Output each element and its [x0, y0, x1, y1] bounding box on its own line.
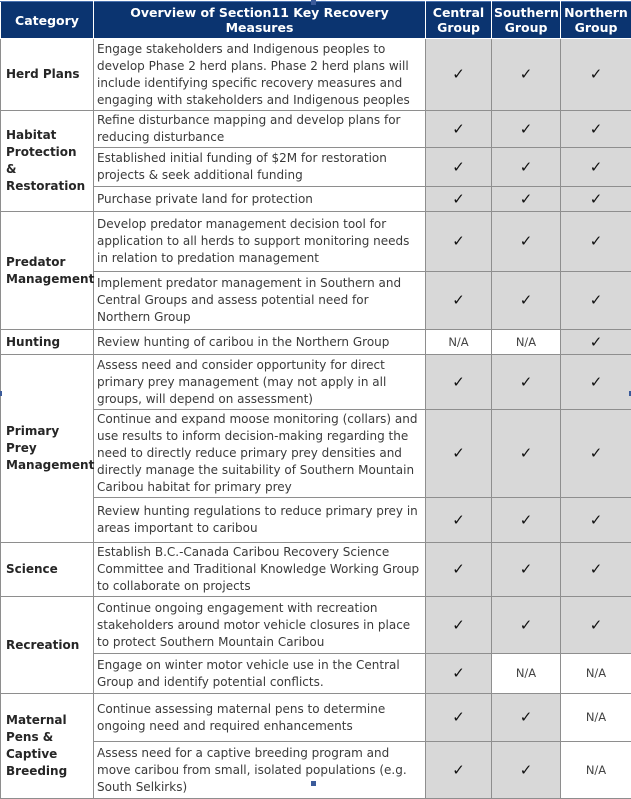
southern-status-cell: ✓: [492, 543, 561, 597]
southern-status-cell: ✓: [492, 111, 561, 148]
central-status-cell: ✓: [426, 187, 492, 212]
header-southern-group: Southern Group: [492, 2, 561, 39]
southern-status-cell: ✓: [492, 272, 561, 330]
measure-cell: Refine disturbance mapping and develop plans for reducing disturbance: [94, 111, 426, 148]
measure-cell: Review hunting of caribou in the Northern Group: [94, 330, 426, 355]
central-status-cell: ✓: [426, 694, 492, 742]
measure-cell: Engage on winter motor vehicle use in the Central Group and identify potential conflicts.: [94, 654, 426, 694]
category-cell: Habitat Protection & Restoration: [1, 111, 94, 212]
table-row: [1, 543, 631, 597]
southern-status-cell: N/A: [492, 654, 561, 694]
header-row: [1, 2, 631, 39]
table-row: [1, 498, 631, 543]
southern-status-cell: N/A: [492, 330, 561, 355]
central-status-cell: N/A: [426, 330, 492, 355]
southern-status-cell: ✓: [492, 355, 561, 410]
category-cell: Primary Prey Management: [1, 355, 94, 543]
category-cell: Predator Management: [1, 212, 94, 330]
measure-cell: Purchase private land for protection: [94, 187, 426, 212]
southern-status-cell: ✓: [492, 694, 561, 742]
northern-status-cell: ✓: [561, 212, 631, 272]
measure-cell: Review hunting regulations to reduce primary prey in areas important to caribou: [94, 498, 426, 543]
category-cell: Maternal Pens & Captive Breeding: [1, 694, 94, 799]
resize-handle-left[interactable]: [0, 391, 2, 396]
northern-status-cell: ✓: [561, 597, 631, 654]
table-row: [1, 148, 631, 187]
header-northern-group: Northern Group: [561, 2, 631, 39]
central-status-cell: ✓: [426, 148, 492, 187]
table-row: [1, 330, 631, 355]
resize-handle-bottom[interactable]: [311, 781, 316, 786]
central-status-cell: ✓: [426, 498, 492, 543]
measure-cell: Assess need for a captive breeding program and move caribou from small, isolated populations (e.g. South Selkirks): [94, 742, 426, 799]
northern-status-cell: ✓: [561, 187, 631, 212]
northern-status-cell: ✓: [561, 498, 631, 543]
central-status-cell: ✓: [426, 39, 492, 111]
southern-status-cell: ✓: [492, 148, 561, 187]
measure-cell: Continue ongoing engagement with recreation stakeholders around motor vehicle closures in place to protect Southern Mountain Caribou: [94, 597, 426, 654]
measure-cell: Established initial funding of $2M for restoration projects & seek additional funding: [94, 148, 426, 187]
table-row: [1, 742, 631, 799]
central-status-cell: ✓: [426, 543, 492, 597]
table-row: [1, 272, 631, 330]
southern-status-cell: ✓: [492, 498, 561, 543]
central-status-cell: ✓: [426, 410, 492, 498]
northern-status-cell: N/A: [561, 694, 631, 742]
measure-cell: Implement predator management in Southern and Central Groups and assess potential need for Northern Group: [94, 272, 426, 330]
recovery-measures-table-frame: [0, 1, 631, 784]
northern-status-cell: ✓: [561, 148, 631, 187]
table-row: [1, 111, 631, 148]
table-row: [1, 597, 631, 654]
central-status-cell: ✓: [426, 212, 492, 272]
measure-cell: Develop predator management decision tool for application to all herds to support monitoring needs in relation to predation management: [94, 212, 426, 272]
northern-status-cell: N/A: [561, 654, 631, 694]
northern-status-cell: ✓: [561, 39, 631, 111]
northern-status-cell: ✓: [561, 410, 631, 498]
measure-cell: Continue assessing maternal pens to determine ongoing need and required enhancements: [94, 694, 426, 742]
northern-status-cell: N/A: [561, 742, 631, 799]
category-cell: Recreation: [1, 597, 94, 694]
northern-status-cell: ✓: [561, 543, 631, 597]
measure-cell: Assess need and consider opportunity for direct primary prey management (may not apply in all groups, will depend on assessment): [94, 355, 426, 410]
table-row: [1, 187, 631, 212]
resize-handle-top[interactable]: [311, 0, 316, 5]
category-cell: Herd Plans: [1, 39, 94, 111]
southern-status-cell: ✓: [492, 597, 561, 654]
central-status-cell: ✓: [426, 597, 492, 654]
southern-status-cell: ✓: [492, 212, 561, 272]
measure-cell: Establish B.C.-Canada Caribou Recovery Science Committee and Traditional Knowledge Working Group to collaborate on projects: [94, 543, 426, 597]
category-cell: Science: [1, 543, 94, 597]
table-row: [1, 694, 631, 742]
header-central-group: Central Group: [426, 2, 492, 39]
northern-status-cell: ✓: [561, 272, 631, 330]
recovery-measures-table: [0, 1, 631, 799]
central-status-cell: ✓: [426, 111, 492, 148]
measure-cell: Continue and expand moose monitoring (collars) and use results to inform decision-making regarding the need to directly reduce primary prey densities and directly manage the suitability of Southern Mountain Caribou habitat for primary prey: [94, 410, 426, 498]
table-row: [1, 39, 631, 111]
northern-status-cell: ✓: [561, 111, 631, 148]
table-row: [1, 410, 631, 498]
central-status-cell: ✓: [426, 355, 492, 410]
header-overview: Overview of Section11 Key Recovery Measures: [94, 2, 426, 39]
northern-status-cell: ✓: [561, 330, 631, 355]
central-status-cell: ✓: [426, 272, 492, 330]
category-cell: Hunting: [1, 330, 94, 355]
southern-status-cell: ✓: [492, 410, 561, 498]
southern-status-cell: ✓: [492, 39, 561, 111]
central-status-cell: ✓: [426, 654, 492, 694]
central-status-cell: ✓: [426, 742, 492, 799]
table-row: [1, 212, 631, 272]
southern-status-cell: ✓: [492, 187, 561, 212]
northern-status-cell: ✓: [561, 355, 631, 410]
header-category: Category: [1, 2, 94, 39]
measure-cell: Engage stakeholders and Indigenous peoples to develop Phase 2 herd plans. Phase 2 herd plans will include identifying specific recovery measures and engaging with stakeholders and Indigenous peoples: [94, 39, 426, 111]
table-row: [1, 355, 631, 410]
table-row: [1, 654, 631, 694]
southern-status-cell: ✓: [492, 742, 561, 799]
